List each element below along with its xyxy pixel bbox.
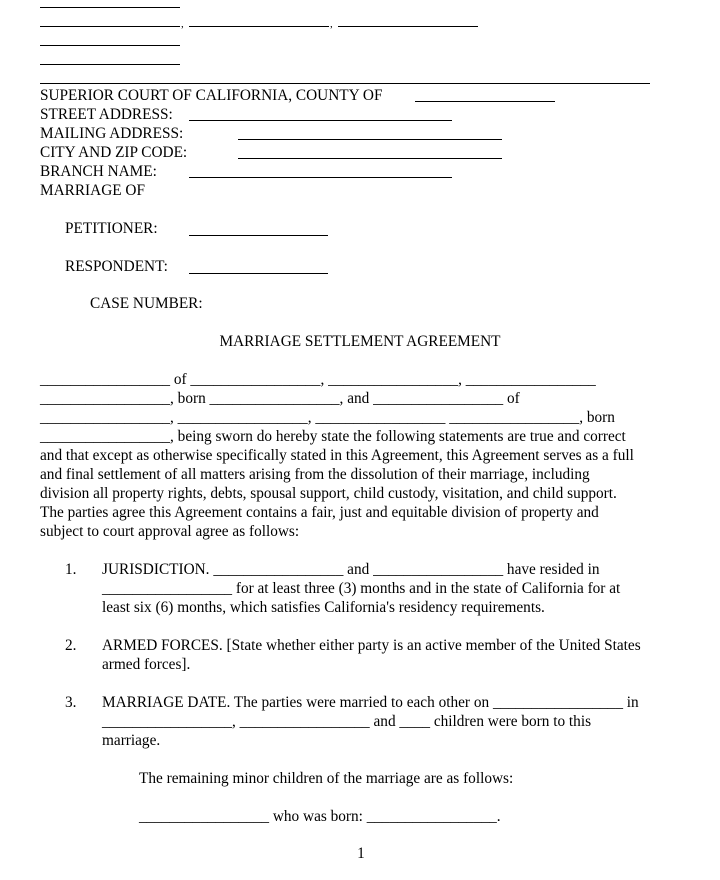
document-title: MARRIAGE SETTLEMENT AGREEMENT (219, 333, 501, 350)
section-number: 2. (65, 637, 77, 654)
city-zip-field[interactable] (238, 158, 502, 159)
blank-line-email[interactable] (40, 64, 180, 65)
intro-line: _________________ of _________________, _________________, _________________ (40, 371, 596, 388)
branch-name-field[interactable] (189, 177, 452, 178)
section-line: marriage. (102, 732, 161, 749)
city-zip-label: CITY AND ZIP CODE: (40, 144, 188, 161)
children-intro: The remaining minor children of the marriage are as follows: (139, 770, 514, 787)
intro-line: _________________, born _________________, and _________________ of (40, 390, 520, 407)
section-line: armed forces]. (102, 656, 191, 673)
blank-line-zip[interactable] (338, 26, 478, 27)
intro-line: subject to court approval agree as follows: (40, 523, 300, 540)
intro-line: and that except as otherwise specifically stated in this Agreement, this Agreement serves as a full (40, 447, 634, 464)
section-line: ARMED FORCES. [State whether either party is an active member of the United States (102, 637, 641, 654)
blank-line-state[interactable] (189, 26, 329, 27)
header-divider (40, 83, 650, 84)
comma: , (181, 18, 184, 30)
mailing-address-label: MAILING ADDRESS: (40, 125, 184, 142)
respondent-label: RESPONDENT: (65, 258, 168, 275)
intro-line: and final settlement of all matters arising from the dissolution of their marriage, including (40, 466, 590, 483)
case-number-label: CASE NUMBER: (90, 295, 203, 312)
blank-line-city[interactable] (40, 26, 180, 27)
intro-line: _________________, being sworn do hereby state the following statements are true and correct (40, 428, 626, 445)
section-line: least six (6) months, which satisfies California's residency requirements. (102, 599, 545, 616)
page-number: 1 (357, 845, 365, 862)
section-line: MARRIAGE DATE. The parties were married to each other on _________________ in (102, 694, 639, 711)
petitioner-field[interactable] (189, 235, 328, 236)
county-field[interactable] (415, 101, 555, 102)
blank-line-phone[interactable] (40, 45, 180, 46)
intro-line: division all property rights, debts, spousal support, child custody, visitation, and child support. (40, 485, 617, 502)
section-line: _________________, _________________ and ____ children were born to this (102, 713, 592, 730)
petitioner-label: PETITIONER: (65, 220, 158, 237)
respondent-field[interactable] (189, 273, 328, 274)
section-line: _________________ for at least three (3) months and in the state of California for at (102, 580, 621, 597)
comma: , (330, 18, 333, 30)
intro-line: The parties agree this Agreement contains a fair, just and equitable division of property and (40, 504, 599, 521)
mailing-address-field[interactable] (238, 139, 502, 140)
blank-line-name[interactable] (40, 7, 180, 8)
branch-name-label: BRANCH NAME: (40, 163, 157, 180)
section-number: 1. (65, 561, 77, 578)
intro-line: _________________, _________________, _________________ _________________, born (40, 409, 615, 426)
street-address-label: STREET ADDRESS: (40, 106, 173, 123)
section-line: JURISDICTION. _________________ and _________________ have resided in (102, 561, 600, 578)
court-line: SUPERIOR COURT OF CALIFORNIA, COUNTY OF (40, 87, 383, 104)
section-number: 3. (65, 694, 77, 711)
marriage-of-label: MARRIAGE OF (40, 182, 145, 199)
child-entry[interactable]: _________________ who was born: _________________. (139, 808, 501, 825)
street-address-field[interactable] (189, 120, 452, 121)
